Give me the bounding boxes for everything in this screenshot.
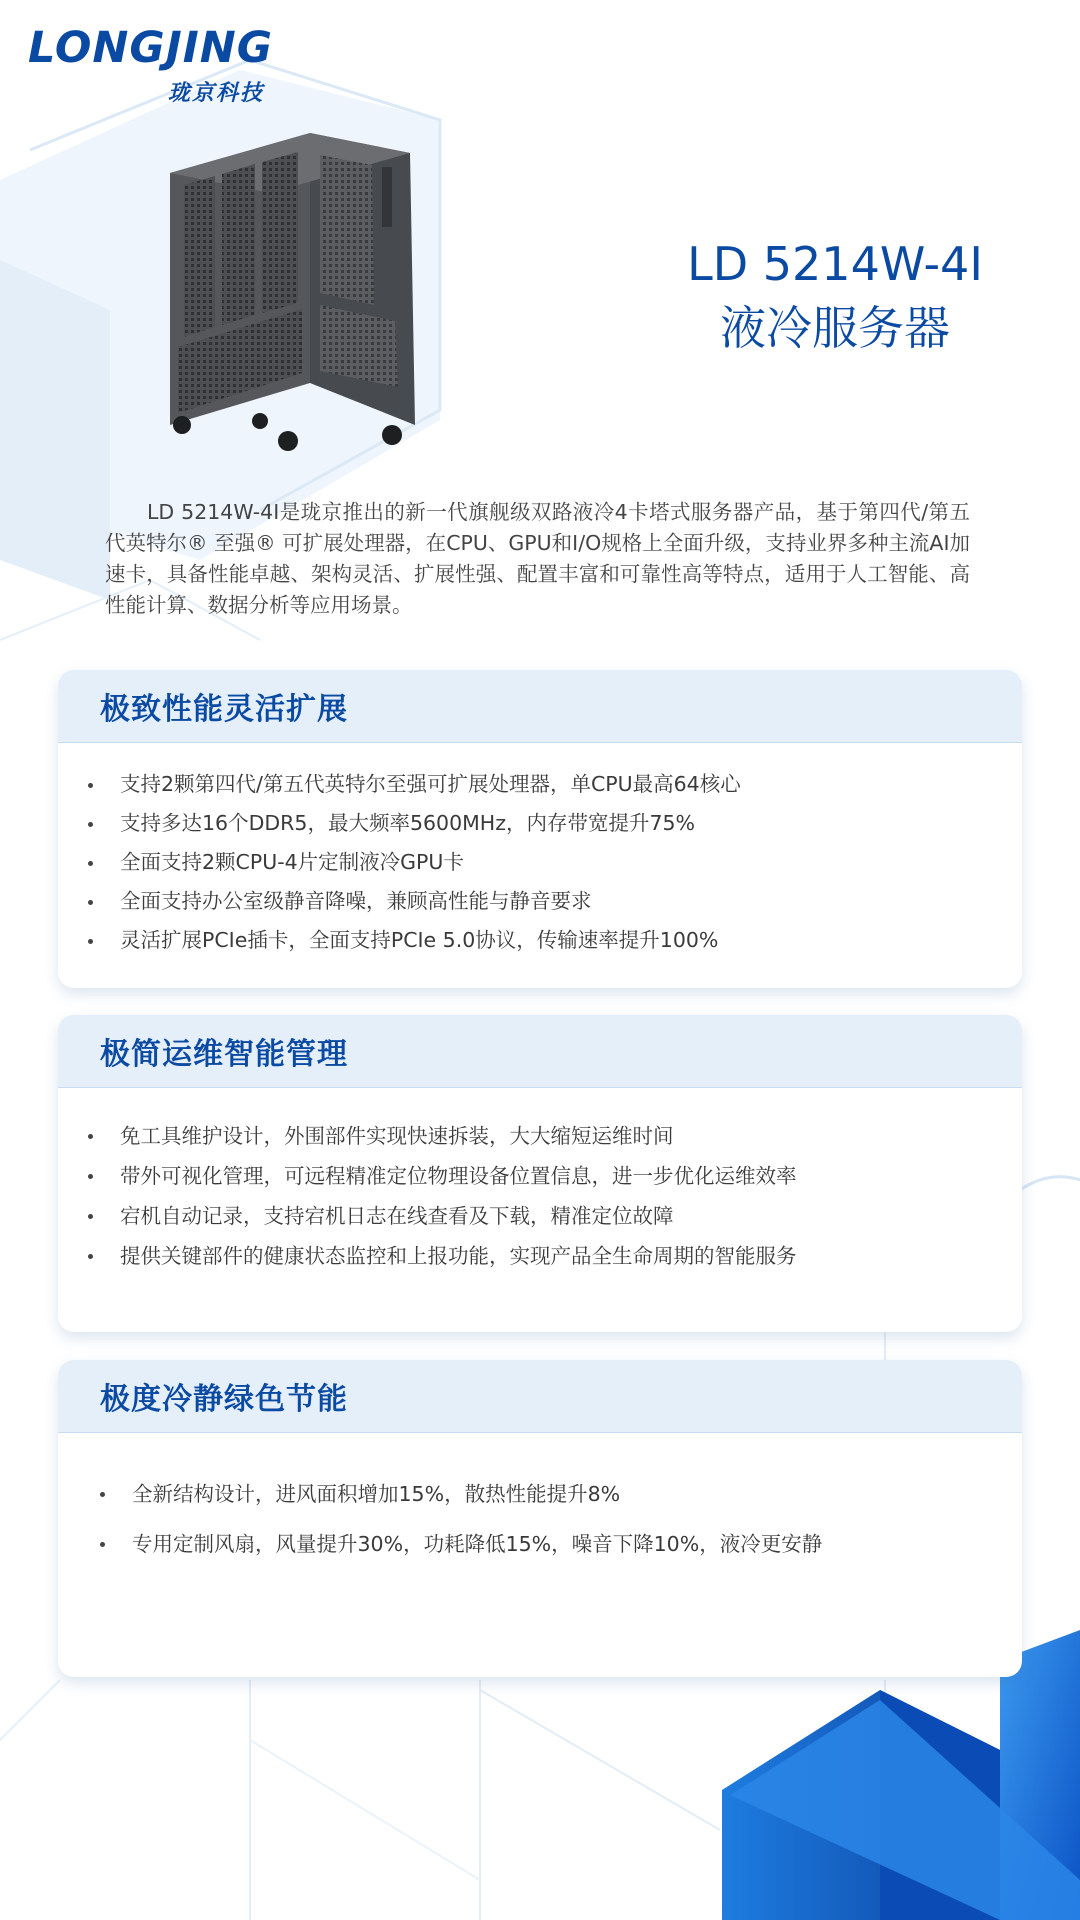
product-title — [620, 232, 1050, 360]
product-type: 液冷服务器 — [720, 301, 950, 355]
card-header — [58, 1360, 1022, 1433]
list-item: 支持2颗第四代/第五代英特尔至强可扩展处理器，单CPU最高64核心 — [88, 765, 1022, 804]
product-description: LD 5214W-4I是珑京推出的新一代旗舰级双路液冷4卡塔式服务器产品，基于第四代/第五代英特尔® 至强® 可扩展处理器，在CPU、GPU和I/O规格上全面升级，支持业界多种主流AI加速卡，具备性能卓越、架构灵活、扩展性强、配置丰富和可靠性高等特点，适用于人工智能、高性能计算、数据分析等应用场景。 — [105, 500, 970, 617]
list-item: 免工具维护设计，外围部件实现快速拆装，大大缩短运维时间 — [88, 1116, 1022, 1156]
logo-english-text: LONGJING — [28, 23, 273, 73]
feature-card-management — [58, 1015, 1022, 1332]
feature-list — [58, 1088, 1022, 1276]
card-title: 极度冷静绿色节能 — [100, 1382, 348, 1417]
feature-card-performance — [58, 670, 1022, 988]
feature-list — [58, 1433, 1022, 1569]
card-header — [58, 670, 1022, 743]
list-item: 灵活扩展PCIe插卡，全面支持PCIe 5.0协议，传输速率提升100% — [88, 921, 1022, 960]
list-item: 全面支持办公室级静音降噪，兼顾高性能与静音要求 — [88, 882, 1022, 921]
list-item: 支持多达16个DDR5，最大频率5600MHz，内存带宽提升75% — [88, 804, 1022, 843]
list-item: 宕机自动记录，支持宕机日志在线查看及下载，精准定位故障 — [88, 1196, 1022, 1236]
list-item: 专用定制风扇，风量提升30%，功耗降低15%，噪音下降10%，液冷更安静 — [100, 1519, 1022, 1569]
list-item: 全面支持2颗CPU-4片定制液冷GPU卡 — [88, 843, 1022, 882]
brand-logo — [28, 24, 288, 107]
card-header — [58, 1015, 1022, 1088]
feature-list — [58, 743, 1022, 960]
list-item: 提供关键部件的健康状态监控和上报功能，实现产品全生命周期的智能服务 — [88, 1236, 1022, 1276]
list-item: 带外可视化管理，可远程精准定位物理设备位置信息，进一步优化运维效率 — [88, 1156, 1022, 1196]
feature-card-energy — [58, 1360, 1022, 1677]
card-title: 极致性能灵活扩展 — [100, 692, 348, 727]
card-title: 极简运维智能管理 — [100, 1037, 348, 1072]
logo-chinese-text: 珑京科技 — [168, 81, 265, 106]
server-tower-image — [160, 125, 430, 465]
product-model: LD 5214W-4I — [687, 237, 983, 291]
list-item: 全新结构设计，进风面积增加15%，散热性能提升8% — [100, 1469, 1022, 1519]
